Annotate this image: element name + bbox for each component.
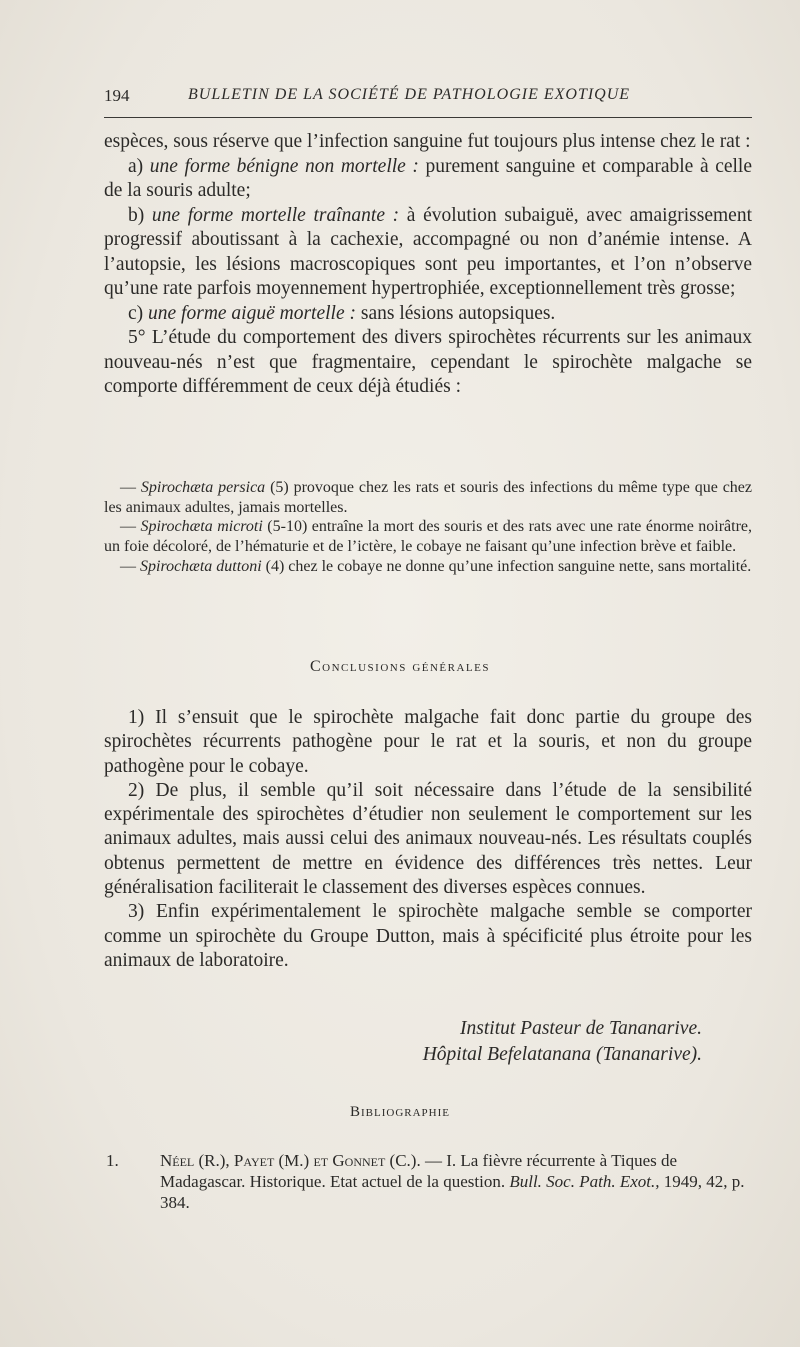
species-name: Spirochæta microti bbox=[140, 518, 263, 536]
item-c bbox=[104, 302, 752, 327]
species-name: Spirochæta duttoni bbox=[140, 557, 262, 575]
main-body bbox=[104, 130, 752, 400]
entry-journal: Bull. Soc. Path. Exot., bbox=[509, 1172, 660, 1191]
page-number: 194 bbox=[104, 86, 130, 105]
entry-text: — I. La fièvre récurrente à Tiques de Madagascar. Historique. Etat actuel de la question. bbox=[160, 1151, 678, 1191]
species-text: (4) chez le cobaye ne donne qu’une infection sanguine nette, sans mortalité. bbox=[265, 557, 752, 575]
species-name: Spirochæta persica bbox=[140, 479, 266, 496]
item-b-text: à évolution subaiguë, avec amaigrissement progressif aboutissant à la cachexie, accompagné ou non d’anémie intense. A l’autopsie, les lésions macroscopiques sont peu importantes, et l’on n’observe qu’une rate parfois moyennement hypertrophiée, exceptionnellement très grosse; bbox=[104, 204, 753, 299]
species-item-duttoni bbox=[104, 557, 752, 577]
item-a-text: purement sanguine et comparable à celle de la souris adulte; bbox=[104, 155, 753, 201]
item-b-label: b) bbox=[128, 204, 145, 226]
item-a-label: a) bbox=[128, 155, 144, 177]
species-item-persica bbox=[104, 478, 752, 517]
item-c-text: sans lésions autopsiques. bbox=[360, 302, 556, 324]
species-dash: — bbox=[120, 557, 136, 575]
bibliography-list bbox=[104, 1150, 752, 1213]
entry-number: 1. bbox=[106, 1151, 119, 1170]
species-text: (5-10) entraîne la mort des souris et des rats avec une rate énorme noirâtre, un foie décoloré, de l’hématurie et de l’ictère, le cobaye ne faisant qu’une infection brève et faible. bbox=[104, 518, 753, 556]
species-item-microti bbox=[104, 517, 752, 556]
journal-title: BULLETIN DE LA SOCIÉTÉ DE PATHOLOGIE EXOTIQUE bbox=[188, 86, 631, 103]
header-rule bbox=[104, 117, 752, 118]
item-c-italic: une forme aiguë mortelle : bbox=[148, 302, 356, 324]
section-heading-conclusions: Conclusions générales bbox=[309, 658, 490, 675]
affiliation-line-2: Hôpital Befelatanana (Tananarive). bbox=[422, 1044, 702, 1065]
species-text: (5) provoque chez les rats et souris des infections du même type que chez les animaux adultes, jamais mortelles. bbox=[104, 479, 753, 516]
conclusion-3: 3) Enfin expérimentalement le spirochète malgache semble se comporter comme un spirochète du Groupe Dutton, mais à spécificité plus étroite pour les animaux de laboratoire. bbox=[104, 901, 752, 971]
item-a bbox=[104, 155, 752, 204]
item-c-label: c) bbox=[128, 302, 144, 324]
species-dash: — bbox=[120, 479, 136, 496]
species-list bbox=[104, 478, 752, 577]
conclusion-1: 1) Il s’ensuit que le spirochète malgache fait donc partie du groupe des spirochètes récurrents pathogène pour le rat et la souris, et non du groupe pathogène pour le cobaye. bbox=[104, 707, 752, 777]
affiliation-block bbox=[423, 1016, 702, 1068]
entry-citation: 1949, 42, p. 384. bbox=[160, 1172, 745, 1212]
species-dash: — bbox=[120, 518, 136, 536]
entry-authors: Néel (R.), Payet (M.) et Gonnet (C.). bbox=[160, 1151, 421, 1170]
section-heading-bibliography: Bibliographie bbox=[350, 1104, 450, 1120]
bibliography-entry bbox=[104, 1150, 752, 1213]
item-b-italic: une forme mortelle traînante : bbox=[151, 204, 400, 226]
running-header bbox=[104, 86, 752, 112]
affiliation-line-1: Institut Pasteur de Tananarive. bbox=[460, 1018, 702, 1039]
paragraph-continuation: espèces, sous réserve que l’infection sanguine fut toujours plus intense chez le rat : bbox=[104, 131, 751, 152]
paragraph-5: 5° L’étude du comportement des divers spirochètes récurrents sur les animaux nouveau-nés n’est que fragmentaire, cependant le spirochète malgache se comporte différemment de ceux déjà étudiés : bbox=[104, 327, 752, 397]
conclusion-2: 2) De plus, il semble qu’il soit nécessaire dans l’étude de la sensibilité expérimentale des spirochètes d’étudier non seulement le comportement sur les animaux adultes, mais aussi celui des animaux nouveau-nés. Les résultats couplés obtenus permettent de mettre en évidence des différences très nettes. Leur généralisation faciliterait le classement des diverses espèces connues. bbox=[104, 779, 752, 899]
item-a-italic: une forme bénigne non mortelle : bbox=[149, 155, 419, 177]
item-b bbox=[104, 204, 752, 302]
conclusions-body bbox=[104, 706, 752, 973]
